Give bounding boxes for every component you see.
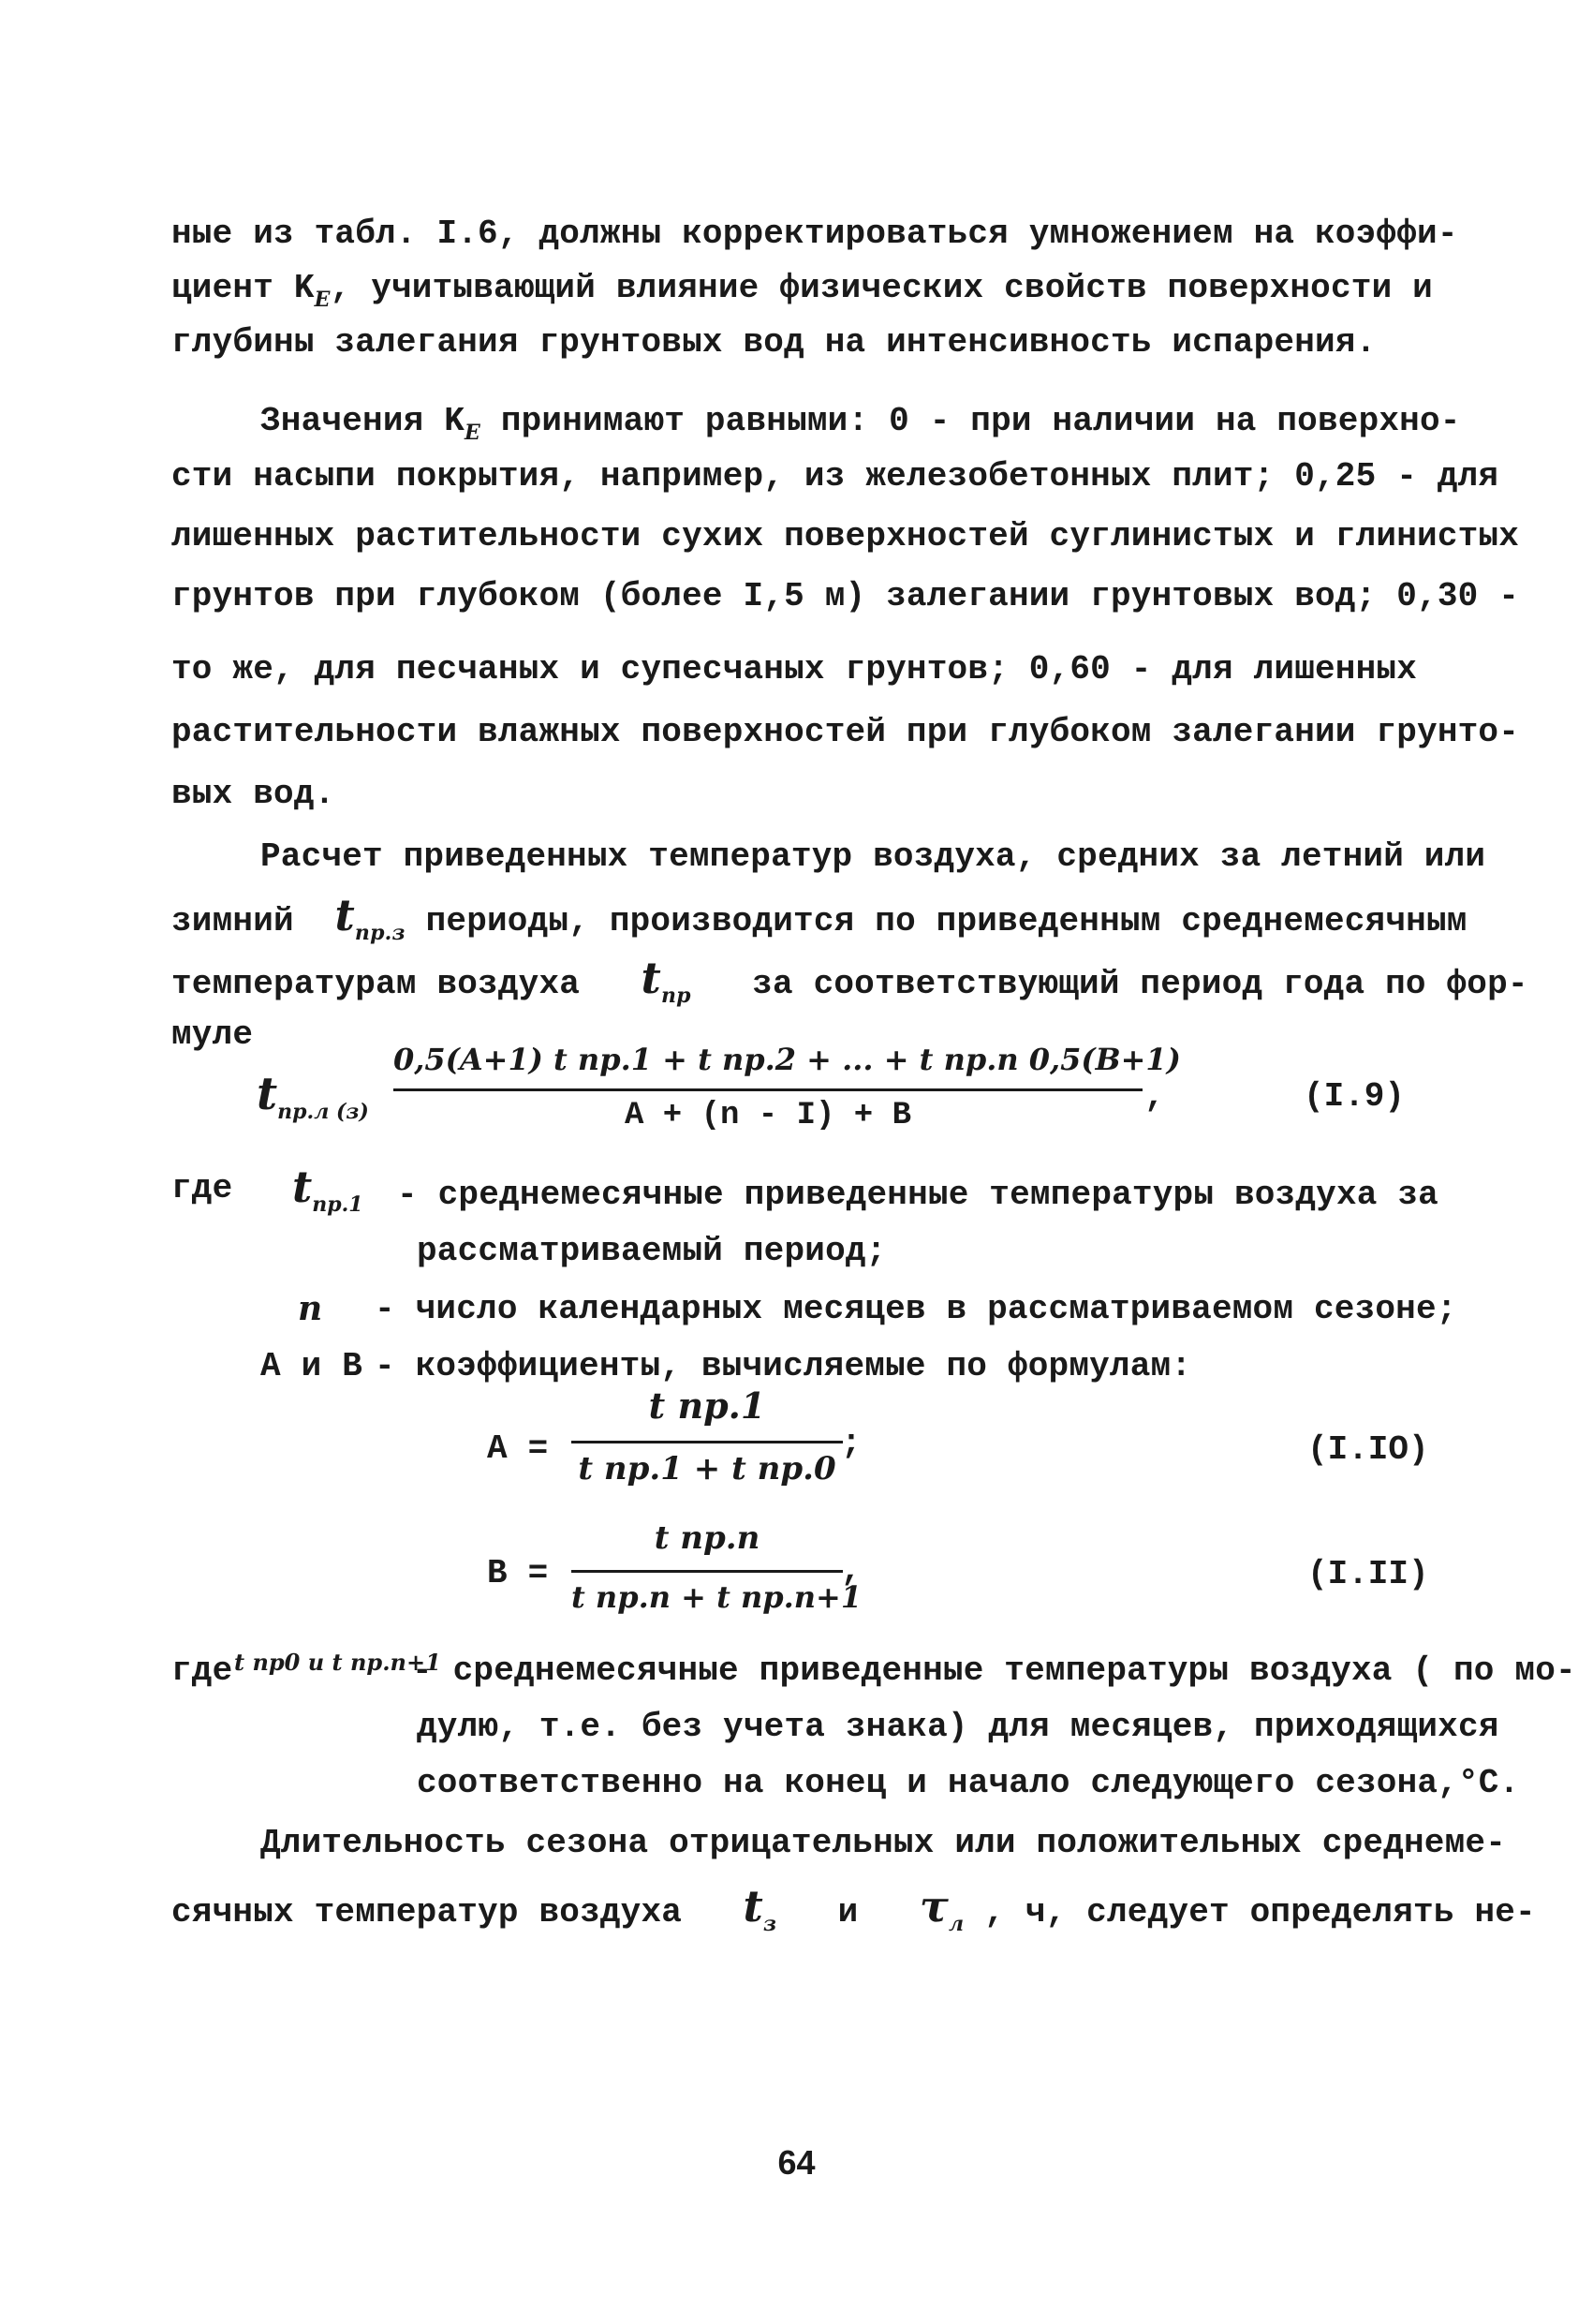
formula-denominator: t пр.1 + t пр.0: [578, 1450, 836, 1488]
formula-denominator: t пр.n + t пр.n+1: [571, 1579, 863, 1615]
text-line: Значения $K_E$ принимают равными: 0 - при наличии на поверхно-: [260, 402, 1461, 445]
fraction-bar: [571, 1570, 843, 1573]
text-line: вых вод.: [171, 775, 335, 813]
formula-i10-fraction: [571, 1384, 843, 1506]
text-line: соответственно на конец и начало следующего сезона,°C.: [417, 1764, 1520, 1802]
formula-number: (I.IO): [1307, 1430, 1429, 1469]
formula-i9-fraction: [393, 1042, 1181, 1154]
text-line: Расчет приведенных температур воздуха, средних за летний или: [260, 837, 1486, 876]
formula-number: (I.9): [1304, 1077, 1406, 1116]
text-line: дулю, т.е. без учета знака) для месяцев, приходящихся: [417, 1708, 1499, 1746]
fraction-bar: [393, 1088, 1143, 1091]
text-line: глубины залегания грунтовых вод на интенсивность испарения.: [171, 323, 1377, 362]
text-line: муле: [171, 1015, 254, 1054]
text-line: ные из табл. I.6, должны корректироваться умножением на коэффи-: [171, 215, 1458, 253]
text-line: рассматриваемый период;: [417, 1232, 887, 1270]
text-line: - среднемесячные приведенные температуры воздуха ( по мо-: [412, 1651, 1576, 1690]
where-label: где: [171, 1169, 233, 1207]
formula-lhs: A =: [487, 1429, 549, 1468]
formula-number: (I.II): [1307, 1555, 1429, 1593]
formula-denominator: A + (n - I) + B: [624, 1098, 912, 1133]
formula-lhs: $t_{пр.л (з)}$: [257, 1068, 369, 1124]
where-label: где: [171, 1651, 233, 1690]
text-line: температурам воздуха $t_{пр}$ за соответствующий период года по фор-: [171, 953, 1528, 1008]
formula-numerator: t пр.n: [654, 1519, 760, 1557]
text-line: зимний $t_{пр.з}$ периоды, производится по приведенным среднемесячным: [171, 890, 1468, 945]
text-line: сячных температур воздуха $t_з$ и $\tau_л$ , ч, следует определять не-: [171, 1881, 1536, 1936]
text-line: - среднемесячные приведенные температуры воздуха за: [397, 1176, 1438, 1214]
text-line: Длительность сезона отрицательных или положительных среднеме-: [260, 1824, 1507, 1862]
where-symbol: n: [298, 1289, 323, 1328]
formula-lhs: B =: [487, 1554, 549, 1592]
text-line: то же, для песчаных и супесчаных грунтов; 0,60 - для лишенных: [171, 650, 1418, 688]
text-line: грунтов при глубоком (более I,5 м) залегании грунтовых вод; 0,30 -: [171, 577, 1520, 615]
formula-numerator: t пр.1: [648, 1384, 766, 1427]
where-symbol: A и B: [260, 1347, 363, 1385]
formula-trail: ;: [841, 1424, 862, 1462]
fraction-bar: [571, 1441, 843, 1443]
text-line: растительности влажных поверхностей при глубоком залегании грунто-: [171, 713, 1520, 751]
page-number: 64: [777, 2143, 816, 2182]
text-line: сти насыпи покрытия, например, из железобетонных плит; 0,25 - для: [171, 457, 1499, 496]
text-line: лишенных растительности сухих поверхностей суглинистых и глинистых: [171, 517, 1520, 555]
formula-i11-fraction: [571, 1519, 863, 1636]
text-line: - число календарных месяцев в рассматриваемом сезоне;: [375, 1290, 1457, 1328]
formula-trail: ,: [1144, 1077, 1165, 1116]
text-line: циент $K_E$, учитывающий влияние физических свойств поверхности и: [171, 269, 1433, 312]
formula-numerator: 0,5(A+1) t пр.1 + t пр.2 + ... + t пр.n 0,5(B+1): [393, 1042, 1181, 1077]
where-symbol: t пр0 и t пр.n+1: [234, 1649, 441, 1676]
text-line: - коэффициенты, вычисляемые по формулам:: [375, 1347, 1192, 1385]
formula-trail: ,: [841, 1551, 862, 1590]
where-symbol: $t_{пр.1}$: [292, 1162, 363, 1217]
